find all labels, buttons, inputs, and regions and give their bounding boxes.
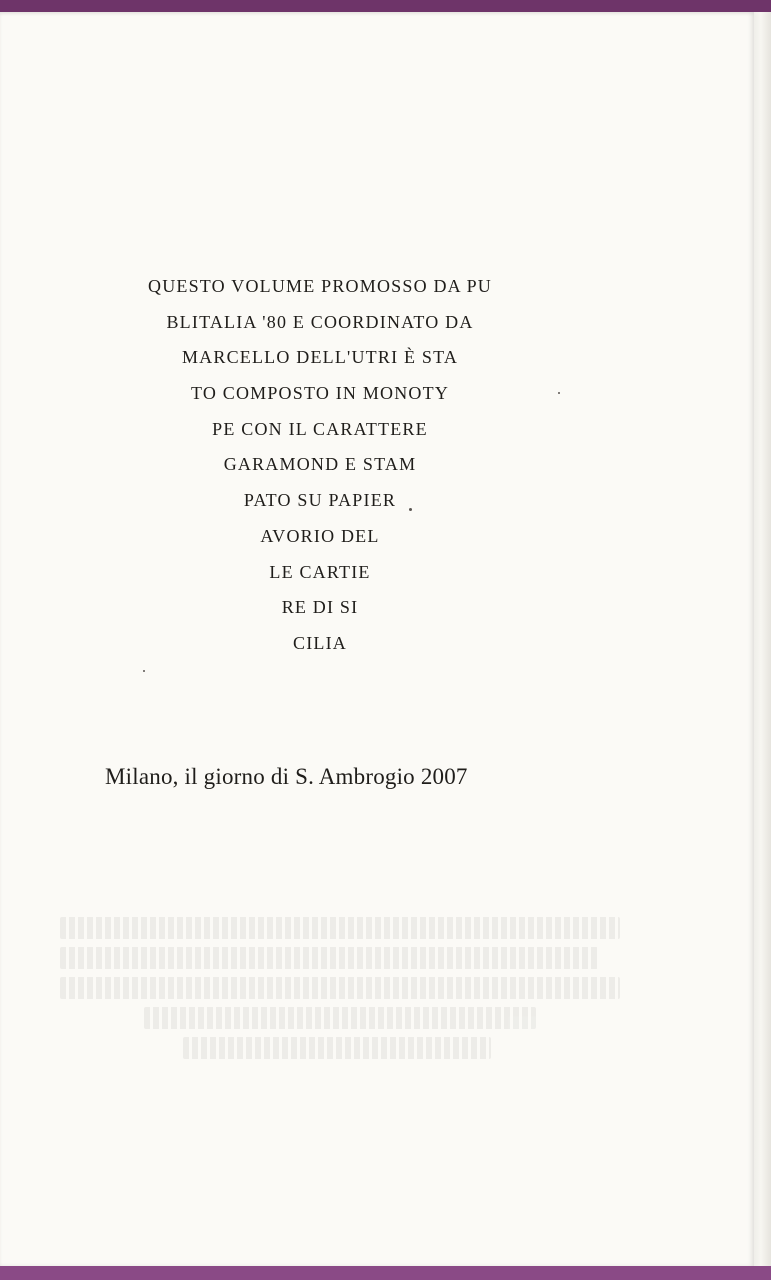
colophon-line: LE CARTIE xyxy=(269,561,371,582)
colophon-line: AVORIO DEL xyxy=(260,525,380,546)
paper-speck xyxy=(409,508,412,511)
book-page xyxy=(0,12,754,1266)
colophon-line: PE CON IL CARATTERE xyxy=(212,418,428,439)
cover-edge-top xyxy=(0,0,771,12)
cover-edge-bottom xyxy=(0,1266,771,1280)
show-through-text xyxy=(60,917,620,1057)
page-edge xyxy=(754,12,771,1266)
colophon-line: RE DI SI xyxy=(281,597,359,618)
colophon-line: QUESTO VOLUME PROMOSSO DA PU xyxy=(148,276,492,296)
colophon xyxy=(0,269,640,662)
colophon-line: MARCELLO DELL'UTRI È STA xyxy=(181,347,459,368)
paper-speck xyxy=(558,392,560,394)
colophon-line: GARAMOND E STAM xyxy=(223,454,417,475)
place-date-line: Milano, il giorno di S. Ambrogio 2007 xyxy=(105,764,468,789)
colophon-line: CILIA xyxy=(293,632,347,653)
colophon-line: BLITALIA '80 E COORDINATO DA xyxy=(166,311,474,332)
paper-speck xyxy=(143,670,145,672)
colophon-line: TO COMPOSTO IN MONOTY xyxy=(190,383,450,404)
colophon-line: PATO SU PAPIER xyxy=(243,490,397,511)
